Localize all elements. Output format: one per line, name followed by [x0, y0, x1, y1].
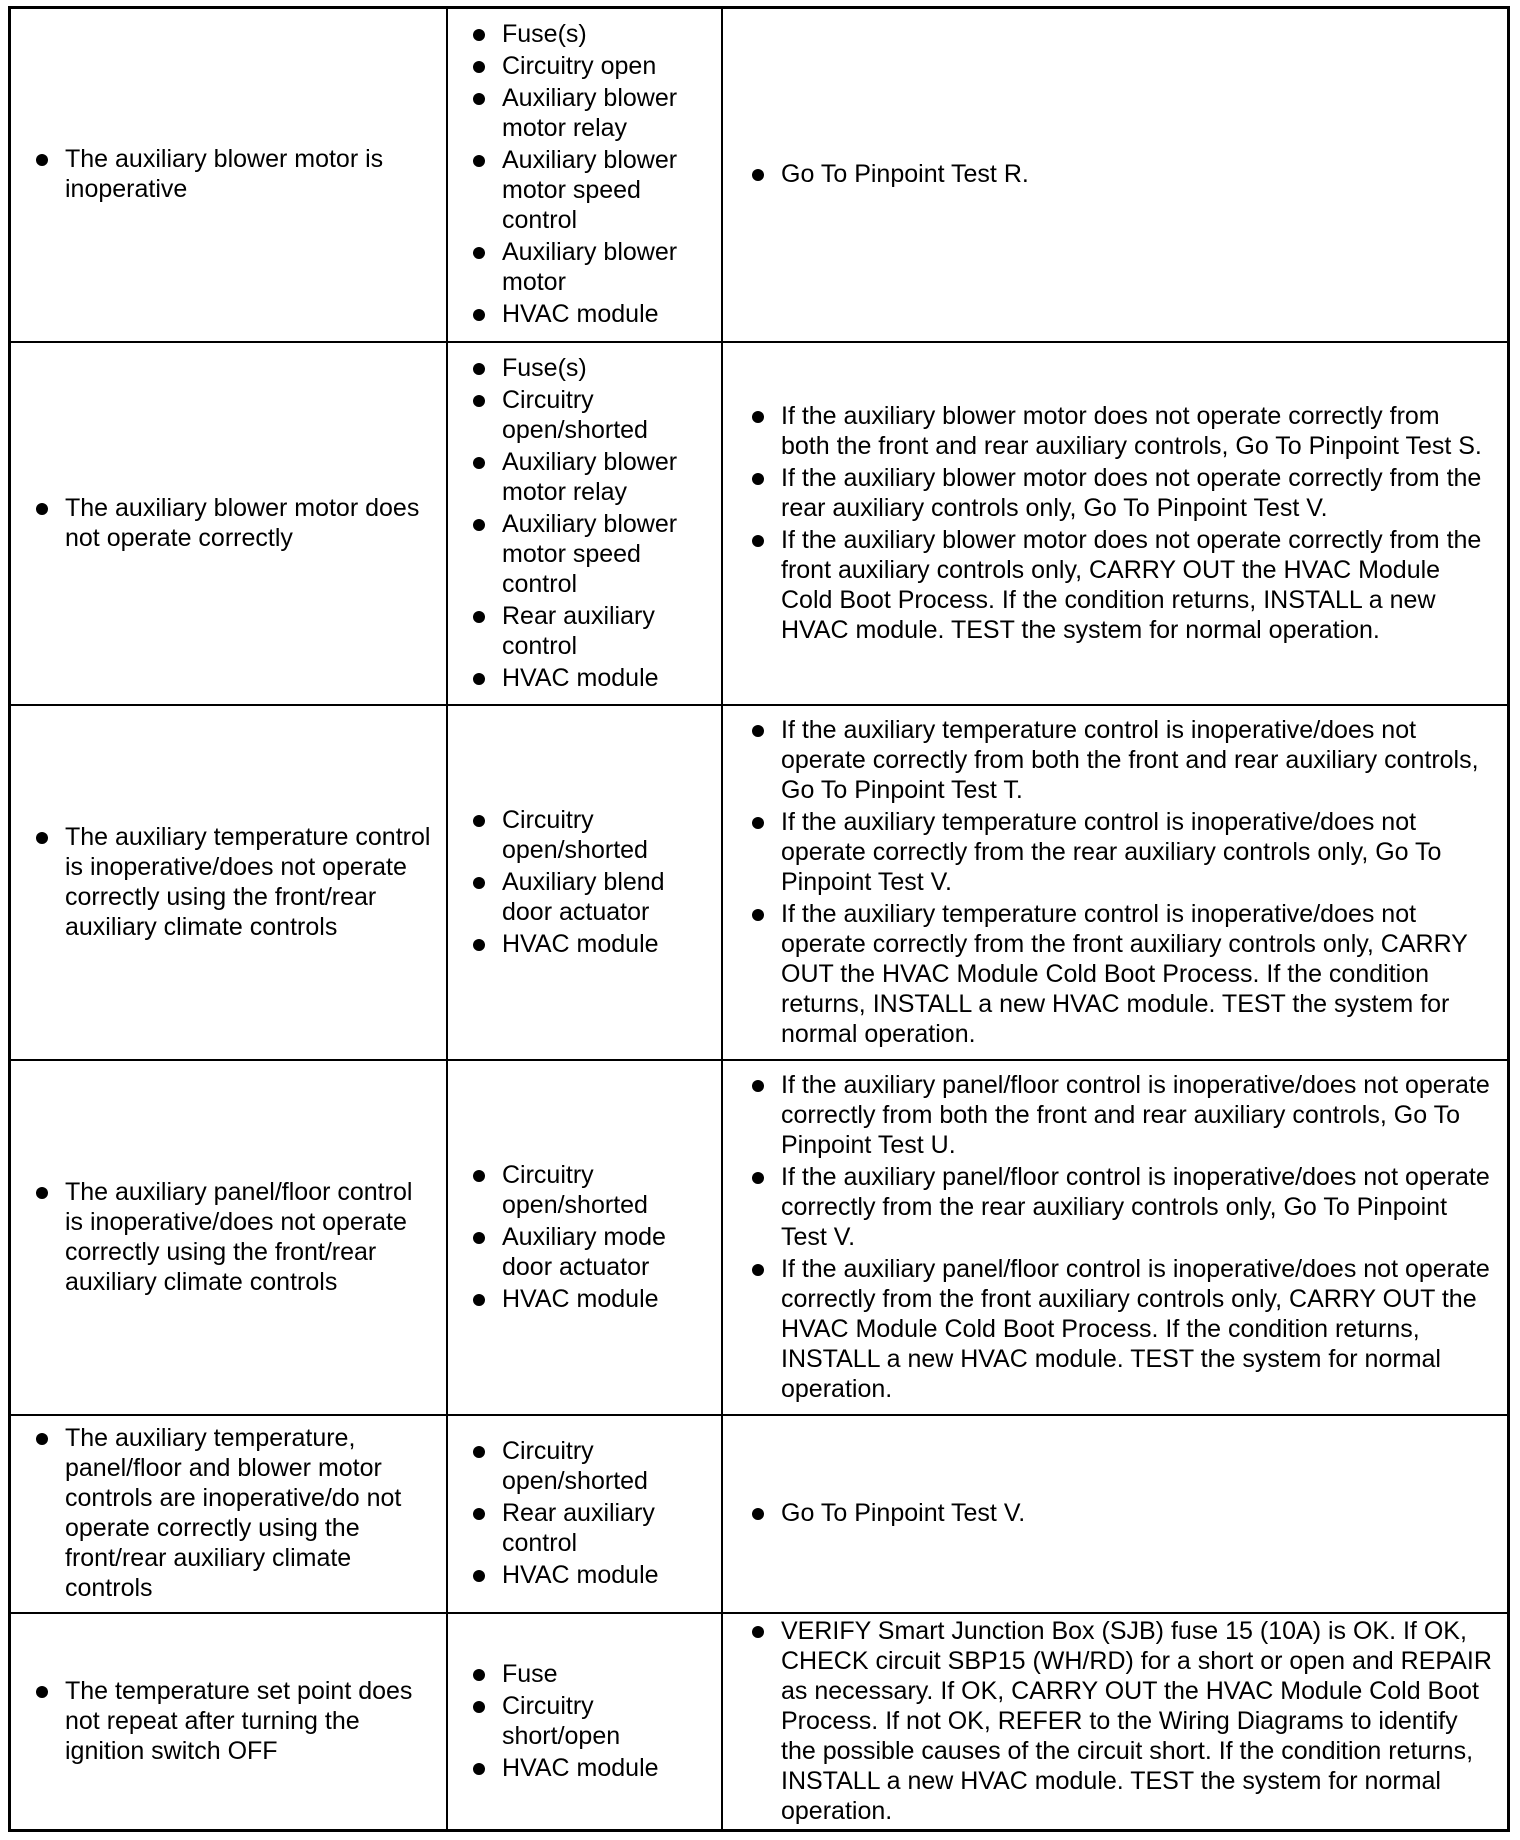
table-row [11, 705, 1507, 1060]
cause-item: Auxiliary mode door actuator [470, 1222, 715, 1282]
action-item: If the auxiliary panel/floor control is inoperative/does not operate correctly from both the front and rear auxiliary controls, Go To Pinpoint Test U. [749, 1070, 1493, 1160]
table-row [11, 9, 1507, 342]
action-item: If the auxiliary temperature control is inoperative/does not operate correctly from the rear auxiliary controls only, Go To Pinpoint Test V. [749, 807, 1493, 897]
actions-cell [722, 9, 1507, 342]
condition-cell [11, 9, 447, 342]
cause-item: HVAC module [470, 1560, 715, 1590]
condition-text: The auxiliary blower motor does not operate correctly [33, 493, 432, 553]
causes-cell [447, 1060, 722, 1415]
cause-item: Auxiliary blower motor relay [470, 83, 715, 143]
cause-item: Auxiliary blower motor relay [470, 447, 715, 507]
cause-item: Fuse(s) [470, 353, 715, 383]
causes-cell [447, 1613, 722, 1829]
action-item: If the auxiliary panel/floor control is inoperative/does not operate correctly from the front auxiliary controls only, CARRY OUT the HVAC Module Cold Boot Process. If the condition returns, INSTALL a new HVAC module. TEST the system for normal operation. [749, 1254, 1493, 1404]
action-item: If the auxiliary blower motor does not operate correctly from the rear auxiliary controls only, Go To Pinpoint Test V. [749, 463, 1493, 523]
condition-cell [11, 1415, 447, 1613]
actions-cell [722, 705, 1507, 1060]
causes-cell [447, 9, 722, 342]
condition-text: The temperature set point does not repeat after turning the ignition switch OFF [33, 1676, 432, 1766]
table-row [11, 1060, 1507, 1415]
cause-item: Circuitry open [470, 51, 715, 81]
cause-item: Circuitry open/shorted [470, 1436, 715, 1496]
symptom-chart-table [11, 9, 1507, 1829]
causes-cell [447, 1415, 722, 1613]
condition-cell [11, 1613, 447, 1829]
action-item: If the auxiliary blower motor does not operate correctly from the front auxiliary controls only, CARRY OUT the HVAC Module Cold Boot Process. If the condition returns, INSTALL a new HVAC module. TEST the system for normal operation. [749, 525, 1493, 645]
condition-cell [11, 342, 447, 705]
cause-item: Circuitry short/open [470, 1691, 715, 1751]
condition-text: The auxiliary blower motor is inoperative [33, 144, 432, 204]
causes-cell [447, 705, 722, 1060]
action-item: If the auxiliary temperature control is inoperative/does not operate correctly from both the front and rear auxiliary controls, Go To Pinpoint Test T. [749, 715, 1493, 805]
table-row [11, 1415, 1507, 1613]
actions-cell [722, 1060, 1507, 1415]
causes-cell [447, 342, 722, 705]
cause-item: Auxiliary blower motor [470, 237, 715, 297]
action-item: VERIFY Smart Junction Box (SJB) fuse 15 (10A) is OK. If OK, CHECK circuit SBP15 (WH/RD) for a short or open and REPAIR as necessary. If OK, CARRY OUT the HVAC Module Cold Boot Process. If not OK, REFER to the Wiring Diagrams to identify the possible causes of the circuit short. If the condition returns, INSTALL a new HVAC module. TEST the system for normal operation. [749, 1616, 1493, 1826]
action-item: Go To Pinpoint Test V. [749, 1498, 1493, 1528]
diagnostic-table-sheet [8, 6, 1510, 1832]
condition-cell [11, 1060, 447, 1415]
cause-item: Fuse [470, 1659, 715, 1689]
cause-item: Rear auxiliary control [470, 601, 715, 661]
action-item: Go To Pinpoint Test R. [749, 159, 1493, 189]
actions-cell [722, 1613, 1507, 1829]
table-body [11, 9, 1507, 1829]
cause-item: Fuse(s) [470, 19, 715, 49]
cause-item: Circuitry open/shorted [470, 805, 715, 865]
action-item: If the auxiliary temperature control is inoperative/does not operate correctly from the front auxiliary controls only, CARRY OUT the HVAC Module Cold Boot Process. If the condition returns, INSTALL a new HVAC module. TEST the system for normal operation. [749, 899, 1493, 1049]
action-item: If the auxiliary panel/floor control is inoperative/does not operate correctly from the rear auxiliary controls only, Go To Pinpoint Test V. [749, 1162, 1493, 1252]
table-row [11, 342, 1507, 705]
cause-item: HVAC module [470, 1753, 715, 1783]
actions-cell [722, 342, 1507, 705]
cause-item: Auxiliary blend door actuator [470, 867, 715, 927]
condition-text: The auxiliary panel/floor control is inoperative/does not operate correctly using the front/rear auxiliary climate controls [33, 1177, 432, 1297]
cause-item: HVAC module [470, 663, 715, 693]
cause-item: HVAC module [470, 299, 715, 329]
condition-text: The auxiliary temperature, panel/floor and blower motor controls are inoperative/do not operate correctly using the front/rear auxiliary climate controls [33, 1423, 432, 1603]
cause-item: HVAC module [470, 929, 715, 959]
cause-item: Auxiliary blower motor speed control [470, 509, 715, 599]
cause-item: Auxiliary blower motor speed control [470, 145, 715, 235]
actions-cell [722, 1415, 1507, 1613]
cause-item: Rear auxiliary control [470, 1498, 715, 1558]
cause-item: Circuitry open/shorted [470, 1160, 715, 1220]
condition-cell [11, 705, 447, 1060]
cause-item: Circuitry open/shorted [470, 385, 715, 445]
action-item: If the auxiliary blower motor does not operate correctly from both the front and rear auxiliary controls, Go To Pinpoint Test S. [749, 401, 1493, 461]
cause-item: HVAC module [470, 1284, 715, 1314]
condition-text: The auxiliary temperature control is inoperative/does not operate correctly using the front/rear auxiliary climate controls [33, 822, 432, 942]
table-row [11, 1613, 1507, 1829]
